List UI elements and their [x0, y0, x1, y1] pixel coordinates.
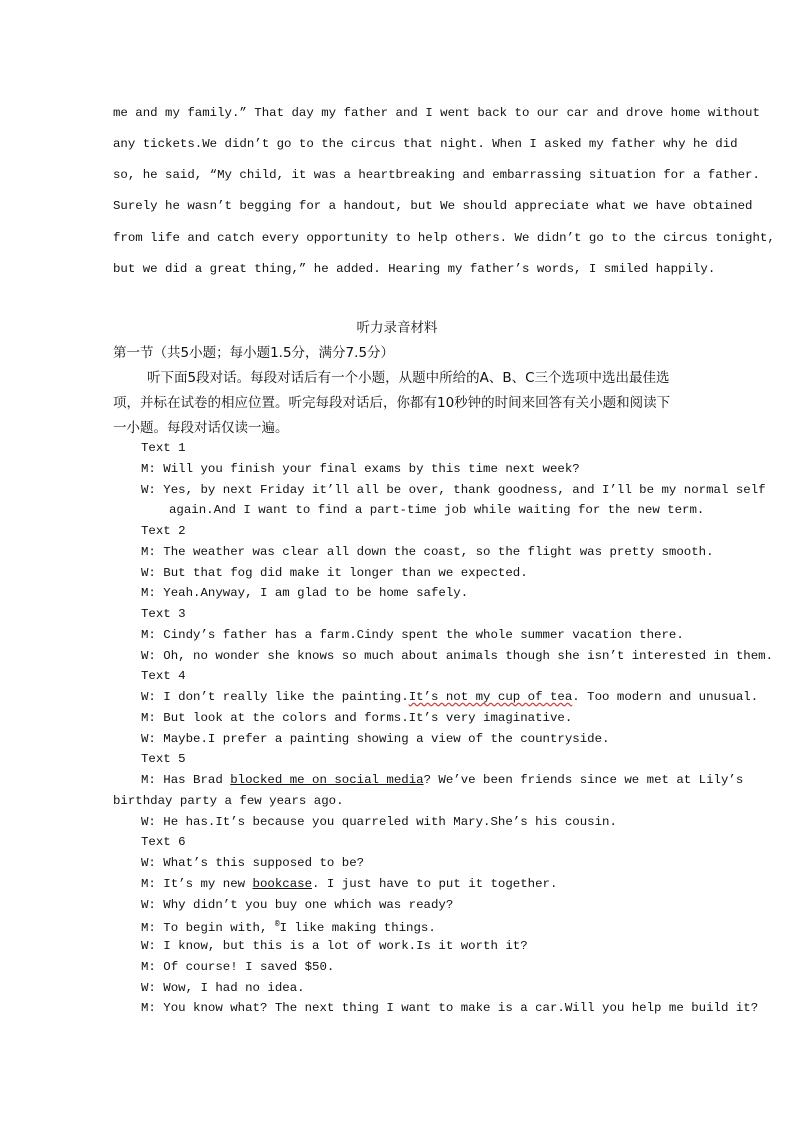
dialogue-line — [113, 915, 703, 936]
wavy-underlined-phrase: It’s not my cup of tea — [408, 690, 573, 704]
text-heading: Text 6 — [141, 835, 186, 850]
dialogue-line: M: Of course! I saved $50. — [141, 959, 335, 974]
instructions — [113, 366, 703, 441]
dialogue-line: W: But that fog did make it longer than we expected. — [141, 565, 528, 580]
dialogue-line: M: But look at the colors and forms.It’s very imaginative. — [141, 710, 573, 725]
dialogue-line: W: Why didn’t you buy one which was ready? — [141, 897, 454, 912]
dialogue-line: W: Yes, by next Friday it’ll all be over, thank goodness, and I’ll be my normal self — [141, 482, 766, 497]
story-line: from life and catch every opportunity to help others. We didn’t go to the circus tonight, — [113, 231, 775, 245]
underlined-word: bookcase — [252, 876, 313, 891]
instruction-line: 一小题。每段对话仅读一遍。 — [113, 420, 289, 436]
dialogue-line: M: You know what? The next thing I want to make is a car.Will you help me build it? — [141, 1001, 759, 1016]
dialogue-text: . Too modern and unusual. — [572, 690, 759, 704]
story-line: Surely he wasn’t begging for a handout, but We should appreciate what we have obtained — [113, 199, 753, 213]
dialogue-line: M: Yeah.Anyway, I am glad to be home safely. — [141, 586, 469, 601]
story-line: any tickets.We didn’t go to the circus that night. When I asked my father why he did — [113, 137, 738, 151]
story-line: so, he said, “My child, it was a heartbreaking and embarrassing situation for a father. — [113, 168, 760, 182]
text-heading: Text 4 — [141, 669, 186, 684]
section-header: 第一节（共5小题；每小题1.5分，满分7.5分） — [113, 345, 395, 361]
dialogue-line: W: Maybe.I prefer a painting showing a view of the countryside. — [141, 731, 610, 746]
dialogue-line: birthday party a few years ago. — [113, 793, 344, 808]
dialogue-text: W: I don’t really like the painting. — [141, 690, 409, 704]
dialogue-line: W: He has.It’s because you quarreled with Mary.She’s his cousin. — [141, 814, 617, 829]
annotation-mark: ® — [274, 920, 280, 930]
dialogue-line: W: Oh, no wonder she knows so much about animals though she isn’t interested in them. — [141, 648, 774, 663]
dialogue-line — [113, 687, 759, 708]
instruction-line: 听下面5段对话。每段对话后有一个小题，从题中所给的A、B、C三个选项中选出最佳选 — [147, 370, 670, 386]
text-heading: Text 2 — [141, 524, 186, 538]
dialogue-line: W: I know, but this is a lot of work.Is it worth it? — [141, 939, 528, 953]
story-line: but we did a great thing,” he added. Hearing my father’s words, I smiled happily. — [113, 262, 716, 276]
dialogue-line — [113, 874, 703, 895]
dialogue-line: M: Will you finish your final exams by this time next week? — [141, 461, 580, 476]
underlined-phrase: blocked me on social media — [230, 773, 424, 787]
section-title: 听力录音材料 — [356, 320, 438, 336]
dialogue-line: W: Wow, I had no idea. — [141, 980, 305, 995]
text-heading: Text 1 — [141, 441, 186, 455]
dialogue-text: M: Has Brad — [141, 773, 231, 787]
story-line: me and my family.” That day my father and I went back to our car and drove home without — [113, 106, 760, 120]
dialogue-text: ? We’ve been friends since we met at Lily’s — [423, 773, 744, 787]
dialogue-line: again.And I want to find a part-time job while waiting for the new term. — [169, 503, 705, 518]
text-heading: Text 3 — [141, 607, 186, 621]
dialogue-text: M: It’s my new — [141, 876, 253, 891]
dialogue-text: . I just have to put it together. — [312, 876, 558, 891]
transcript — [113, 438, 774, 1019]
dialogue-text: M: To begin with, — [141, 921, 275, 936]
dialogue-line: M: The weather was clear all down the coast, so the flight was pretty smooth. — [141, 544, 714, 559]
instruction-line: 项，并标在试卷的相应位置。听完每段对话后，你都有10秒钟的时间来回答有关小题和阅读下 — [113, 395, 671, 411]
dialogue-text: I like making things. — [279, 921, 436, 936]
dialogue-line: M: Cindy’s father has a farm.Cindy spent the whole summer vacation there. — [141, 627, 684, 642]
text-heading: Text 5 — [141, 752, 186, 767]
dialogue-line: W: What’s this supposed to be? — [141, 856, 365, 870]
dialogue-line — [113, 770, 744, 791]
